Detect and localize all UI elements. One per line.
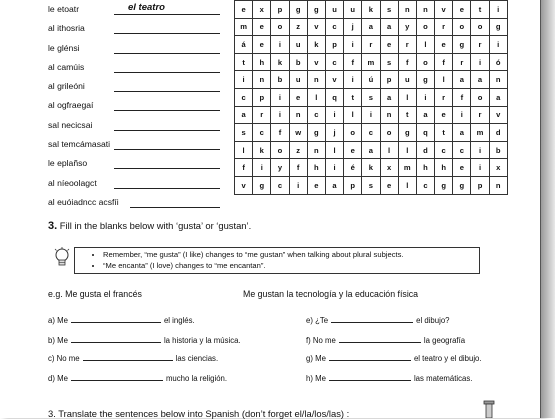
grid-cell[interactable]: r: [471, 36, 489, 54]
grid-cell[interactable]: c: [416, 176, 434, 194]
grid-cell[interactable]: g: [398, 124, 416, 142]
grid-cell[interactable]: b: [271, 71, 289, 89]
grid-cell[interactable]: c: [325, 53, 343, 71]
exercise-blank[interactable]: [71, 314, 161, 323]
scrambled-word-row: [48, 118, 228, 137]
grid-cell[interactable]: ó: [489, 53, 507, 71]
grid-cell[interactable]: v: [307, 18, 325, 36]
grid-cell[interactable]: f: [289, 159, 307, 177]
grid-cell[interactable]: k: [307, 36, 325, 54]
grid-cell[interactable]: f: [453, 88, 471, 106]
scrambled-word-row: [48, 156, 228, 175]
grid-cell[interactable]: e: [380, 176, 398, 194]
grid-cell[interactable]: s: [362, 88, 380, 106]
grid-cell[interactable]: l: [307, 88, 325, 106]
grid-cell[interactable]: e: [253, 36, 271, 54]
grid-cell[interactable]: t: [471, 1, 489, 19]
grid-cell[interactable]: l: [398, 88, 416, 106]
grid-cell[interactable]: g: [253, 176, 271, 194]
scrambled-word: al euóiadncc acsfíi: [48, 196, 119, 207]
grid-cell[interactable]: o: [380, 124, 398, 142]
grid-row: [235, 106, 508, 124]
grid-cell[interactable]: u: [398, 71, 416, 89]
grid-cell[interactable]: a: [380, 88, 398, 106]
grid-cell[interactable]: r: [435, 18, 453, 36]
grid-cell[interactable]: m: [235, 18, 253, 36]
grid-cell[interactable]: o: [271, 141, 289, 159]
exercise-prefix: c) No me: [48, 354, 80, 363]
answer-line[interactable]: [114, 33, 220, 34]
grid-cell[interactable]: g: [416, 71, 434, 89]
grid-cell[interactable]: n: [307, 71, 325, 89]
grid-cell[interactable]: l: [235, 141, 253, 159]
scrambled-word-row: [48, 21, 228, 40]
grid-cell[interactable]: i: [271, 88, 289, 106]
grid-cell[interactable]: g: [435, 176, 453, 194]
exercise-suffix: el inglés.: [163, 316, 195, 325]
exercise-prefix: g) Me: [306, 354, 326, 363]
grid-row: [235, 176, 508, 194]
exercise-blank[interactable]: [83, 352, 173, 361]
grid-cell[interactable]: i: [362, 106, 380, 124]
hint-box: [74, 247, 480, 274]
grid-cell[interactable]: c: [253, 124, 271, 142]
exercise-item: [48, 352, 218, 363]
grid-cell[interactable]: c: [235, 88, 253, 106]
grid-cell[interactable]: u: [344, 1, 362, 19]
answer-line[interactable]: [114, 110, 220, 111]
grid-cell[interactable]: i: [471, 141, 489, 159]
exercise-blank[interactable]: [71, 334, 161, 343]
grid-cell[interactable]: f: [271, 124, 289, 142]
grid-cell[interactable]: m: [398, 159, 416, 177]
grid-cell[interactable]: e: [453, 159, 471, 177]
grid-cell[interactable]: m: [362, 53, 380, 71]
grid-cell[interactable]: p: [253, 88, 271, 106]
exercise-blank[interactable]: [339, 334, 421, 343]
grid-cell[interactable]: i: [453, 106, 471, 124]
grid-cell[interactable]: n: [489, 71, 507, 89]
word-search-grid: [234, 0, 508, 195]
grid-cell[interactable]: o: [471, 88, 489, 106]
example-left: e.g. Me gusta el francés: [48, 289, 142, 299]
exercise-suffix: mucho la religión.: [165, 374, 228, 383]
grid-cell[interactable]: c: [325, 18, 343, 36]
grid-cell[interactable]: l: [398, 176, 416, 194]
grid-cell[interactable]: i: [416, 88, 434, 106]
grid-cell[interactable]: k: [253, 141, 271, 159]
scrambled-word: sal necicsai: [48, 119, 93, 130]
grid-cell[interactable]: z: [289, 18, 307, 36]
grid-cell[interactable]: x: [253, 1, 271, 19]
scrambled-word: al ithosria: [48, 23, 85, 34]
grid-cell[interactable]: a: [362, 141, 380, 159]
grid-cell[interactable]: l: [398, 141, 416, 159]
answer-line[interactable]: [114, 91, 220, 92]
grid-cell[interactable]: n: [307, 141, 325, 159]
exercise-item: [48, 314, 195, 325]
pencil-icon: [480, 400, 502, 418]
grid-row: [235, 141, 508, 159]
grid-cell[interactable]: v: [489, 106, 507, 124]
grid-cell[interactable]: c: [435, 141, 453, 159]
grid-cell[interactable]: e: [435, 106, 453, 124]
grid-cell[interactable]: c: [271, 176, 289, 194]
grid-cell[interactable]: t: [398, 106, 416, 124]
grid-cell[interactable]: i: [471, 53, 489, 71]
grid-cell[interactable]: l: [416, 36, 434, 54]
grid-row: [235, 124, 508, 142]
scrambled-word: al níeoolagct: [48, 177, 97, 188]
grid-cell[interactable]: v: [435, 1, 453, 19]
grid-cell[interactable]: u: [289, 71, 307, 89]
grid-cell[interactable]: y: [398, 18, 416, 36]
grid-cell[interactable]: x: [489, 159, 507, 177]
grid-cell[interactable]: i: [489, 1, 507, 19]
exercise-suffix: el teatro y el dibujo.: [413, 354, 482, 363]
grid-cell[interactable]: i: [325, 106, 343, 124]
grid-cell[interactable]: u: [289, 36, 307, 54]
section-4-title: 3. Translate the sentences below into Spanish (don’t forget el/la/los/las) :: [48, 408, 350, 419]
exercise-prefix: d) Me: [48, 374, 68, 383]
exercise-item: [306, 314, 450, 325]
grid-cell[interactable]: c: [307, 106, 325, 124]
exercise-item: [48, 372, 227, 383]
grid-cell[interactable]: n: [398, 1, 416, 19]
grid-cell[interactable]: h: [416, 159, 434, 177]
section-3-title: 3. Fill in the blanks below with ‘gusta’ or ‘gustan’.: [48, 220, 252, 232]
grid-cell[interactable]: p: [380, 71, 398, 89]
grid-cell[interactable]: f: [435, 53, 453, 71]
grid-cell[interactable]: e: [453, 1, 471, 19]
grid-cell[interactable]: u: [325, 1, 343, 19]
grid-cell[interactable]: w: [289, 124, 307, 142]
exercise-item: [48, 334, 241, 345]
grid-row: [235, 159, 508, 177]
exercise-blank[interactable]: [329, 372, 411, 381]
exercise-suffix: las matemáticas.: [413, 374, 473, 383]
exercise-blank[interactable]: [331, 314, 413, 323]
grid-cell[interactable]: e: [380, 36, 398, 54]
grid-cell[interactable]: b: [289, 53, 307, 71]
grid-cell[interactable]: s: [235, 124, 253, 142]
answer-line[interactable]: [114, 53, 220, 54]
lightbulb-icon: [53, 247, 71, 269]
exercise-prefix: a) Me: [48, 316, 68, 325]
grid-cell[interactable]: d: [416, 141, 434, 159]
grid-cell[interactable]: t: [435, 124, 453, 142]
exercise-suffix: la geografía: [423, 336, 466, 345]
grid-cell[interactable]: h: [253, 53, 271, 71]
grid-cell[interactable]: g: [489, 18, 507, 36]
grid-cell[interactable]: p: [344, 176, 362, 194]
grid-row: [235, 53, 508, 71]
exercise-blank[interactable]: [71, 372, 163, 381]
exercise-suffix: la historia y la música.: [163, 336, 241, 345]
grid-cell[interactable]: i: [344, 36, 362, 54]
grid-cell[interactable]: a: [471, 71, 489, 89]
grid-cell[interactable]: t: [235, 53, 253, 71]
exercise-prefix: e) ¿Te: [306, 316, 329, 325]
grid-cell[interactable]: a: [325, 176, 343, 194]
exercise-prefix: h) Me: [306, 374, 326, 383]
answer-line[interactable]: [114, 149, 220, 150]
grid-cell[interactable]: i: [235, 71, 253, 89]
grid-cell[interactable]: n: [416, 1, 434, 19]
grid-cell[interactable]: k: [271, 53, 289, 71]
scrambled-word-list: [48, 2, 228, 214]
grid-cell[interactable]: s: [380, 1, 398, 19]
grid-cell[interactable]: v: [325, 71, 343, 89]
grid-cell[interactable]: b: [489, 141, 507, 159]
grid-cell[interactable]: e: [289, 88, 307, 106]
scrambled-word-row: [48, 98, 228, 117]
grid-cell[interactable]: v: [235, 176, 253, 194]
grid-cell[interactable]: m: [471, 124, 489, 142]
answer-line[interactable]: [114, 14, 220, 15]
grid-cell[interactable]: r: [362, 36, 380, 54]
grid-cell[interactable]: p: [271, 1, 289, 19]
grid-cell[interactable]: o: [344, 124, 362, 142]
grid-cell[interactable]: s: [362, 176, 380, 194]
scrambled-word-row: [48, 176, 228, 195]
scrambled-word: le glénsi: [48, 42, 80, 53]
grid-cell[interactable]: e: [235, 1, 253, 19]
grid-cell[interactable]: c: [453, 141, 471, 159]
grid-cell[interactable]: o: [471, 18, 489, 36]
grid-cell[interactable]: g: [289, 1, 307, 19]
grid-cell[interactable]: n: [489, 176, 507, 194]
grid-cell[interactable]: a: [453, 124, 471, 142]
grid-cell[interactable]: f: [235, 159, 253, 177]
grid-cell[interactable]: r: [398, 36, 416, 54]
exercise-prefix: f) No me: [306, 336, 336, 345]
scrambled-word-row: [48, 2, 228, 21]
grid-cell[interactable]: e: [307, 176, 325, 194]
page-shadow: [541, 0, 555, 418]
scrambled-word: al camúis: [48, 61, 85, 72]
scrambled-word: sal temcámasati: [48, 139, 111, 150]
grid-cell[interactable]: o: [416, 18, 434, 36]
grid-cell[interactable]: j: [344, 18, 362, 36]
exercise-prefix: b) Me: [48, 336, 68, 345]
grid-cell[interactable]: a: [380, 18, 398, 36]
grid-cell[interactable]: p: [325, 36, 343, 54]
grid-cell[interactable]: e: [253, 18, 271, 36]
scrambled-word-row: [48, 195, 228, 214]
grid-cell[interactable]: n: [380, 106, 398, 124]
grid-cell[interactable]: i: [471, 159, 489, 177]
grid-cell[interactable]: n: [253, 71, 271, 89]
exercise-item: [306, 334, 465, 345]
grid-cell[interactable]: f: [398, 53, 416, 71]
grid-cell[interactable]: y: [271, 159, 289, 177]
grid-cell[interactable]: o: [416, 53, 434, 71]
grid-cell[interactable]: á: [235, 36, 253, 54]
answer-text: el teatro: [128, 2, 165, 13]
grid-cell[interactable]: r: [435, 88, 453, 106]
grid-cell[interactable]: z: [289, 141, 307, 159]
grid-cell[interactable]: a: [489, 88, 507, 106]
scrambled-word: al ogfraegaí: [48, 100, 94, 111]
scrambled-word-row: [48, 79, 228, 98]
grid-row: [235, 18, 508, 36]
exercise-suffix: el dibujo?: [416, 316, 450, 325]
grid-cell[interactable]: r: [453, 53, 471, 71]
grid-cell[interactable]: r: [253, 106, 271, 124]
grid-cell[interactable]: o: [453, 18, 471, 36]
grid-cell[interactable]: i: [489, 36, 507, 54]
grid-cell[interactable]: h: [307, 159, 325, 177]
grid-cell[interactable]: ú: [362, 71, 380, 89]
grid-row: [235, 71, 508, 89]
grid-cell[interactable]: v: [307, 53, 325, 71]
grid-cell[interactable]: k: [362, 1, 380, 19]
grid-cell[interactable]: g: [453, 176, 471, 194]
hint-item: • Remember, “me gusta” (I like) changes to “me gustan” when talking about plural subjects.: [103, 250, 479, 259]
grid-cell[interactable]: i: [344, 71, 362, 89]
grid-cell[interactable]: e: [435, 36, 453, 54]
exercise-blank[interactable]: [329, 352, 411, 361]
grid-cell[interactable]: a: [416, 106, 434, 124]
grid-cell[interactable]: e: [344, 141, 362, 159]
grid-cell[interactable]: g: [453, 36, 471, 54]
grid-cell[interactable]: g: [307, 124, 325, 142]
grid-cell[interactable]: d: [489, 124, 507, 142]
answer-line[interactable]: [114, 168, 220, 169]
grid-cell[interactable]: i: [253, 159, 271, 177]
answer-line[interactable]: [114, 188, 220, 189]
exercise-item: [306, 352, 482, 363]
grid-cell[interactable]: a: [235, 106, 253, 124]
example-right: Me gustan la tecnología y la educación física: [243, 289, 419, 299]
grid-cell[interactable]: q: [325, 88, 343, 106]
grid-row: [235, 88, 508, 106]
exercise-suffix: las ciencias.: [175, 354, 219, 363]
grid-cell[interactable]: a: [453, 71, 471, 89]
answer-line[interactable]: [130, 207, 220, 208]
grid-cell[interactable]: t: [344, 88, 362, 106]
answer-line[interactable]: [114, 130, 220, 131]
grid-cell[interactable]: r: [471, 106, 489, 124]
scrambled-word-row: [48, 41, 228, 60]
grid-cell[interactable]: i: [289, 176, 307, 194]
grid-cell[interactable]: s: [380, 53, 398, 71]
grid-cell[interactable]: h: [435, 159, 453, 177]
grid-row: [235, 36, 508, 54]
exercise-item: [306, 372, 472, 383]
scrambled-word: le eplañso: [48, 158, 88, 169]
grid-cell[interactable]: f: [344, 53, 362, 71]
grid-cell[interactable]: n: [289, 106, 307, 124]
grid-cell[interactable]: g: [307, 1, 325, 19]
grid-cell[interactable]: k: [362, 159, 380, 177]
scrambled-word: le etoatr: [48, 4, 80, 14]
grid-cell[interactable]: l: [380, 141, 398, 159]
grid-cell[interactable]: a: [362, 18, 380, 36]
grid-cell[interactable]: i: [325, 159, 343, 177]
scrambled-word-row: [48, 137, 228, 156]
grid-cell[interactable]: j: [325, 124, 343, 142]
scrambled-word-row: [48, 60, 228, 79]
hint-item: • “Me encanta” (I love) changes to “me encantan”.: [103, 261, 479, 270]
grid-cell[interactable]: c: [362, 124, 380, 142]
grid-cell[interactable]: l: [435, 71, 453, 89]
grid-cell[interactable]: q: [416, 124, 434, 142]
grid-cell[interactable]: i: [271, 36, 289, 54]
grid-cell[interactable]: p: [471, 176, 489, 194]
grid-cell[interactable]: l: [344, 106, 362, 124]
answer-line[interactable]: [114, 72, 220, 73]
scrambled-word: al grileóni: [48, 81, 85, 92]
grid-cell[interactable]: é: [344, 159, 362, 177]
grid-cell[interactable]: o: [271, 18, 289, 36]
grid-cell[interactable]: l: [325, 141, 343, 159]
grid-cell[interactable]: i: [271, 106, 289, 124]
grid-row: [235, 1, 508, 19]
grid-cell[interactable]: x: [380, 159, 398, 177]
